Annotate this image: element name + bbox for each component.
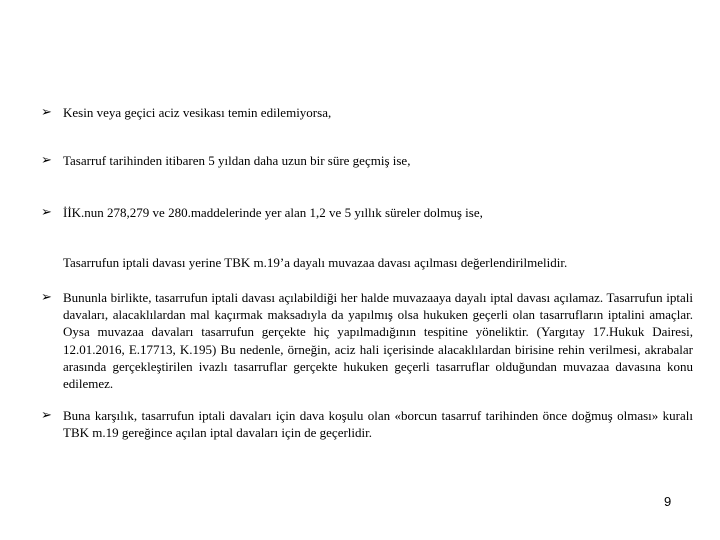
arrow-bullet-icon: ➢	[41, 205, 52, 220]
bullet-item	[41, 104, 693, 121]
paragraph-text: Buna karşılık, tasarrufun iptali davaları için dava koşulu olan «borcun tasarruf tarihinden önce doğmuş olması» kuralı TBK m.19 gereğince açılan iptal davaları için de geçerlidir.	[63, 408, 693, 441]
page-number: 9	[664, 494, 672, 509]
bullet-item	[41, 204, 693, 221]
bullet-text: Tasarruf tarihinden itibaren 5 yıldan daha uzun bir süre geçmiş ise,	[63, 153, 411, 168]
arrow-bullet-icon: ➢	[41, 105, 52, 120]
paragraph-text: Bununla birlikte, tasarrufun iptali davası açılabildiği her halde muvazaaya dayalı iptal davası açılamaz. Tasarrufun iptali davaları, alacaklılardan mal kaçırmak maksadıyla da yapılmış olsa hukuken geçerli olan tasarrufların iptalini amaçlar. Oysa muvazaa davaları tasarrufun gerçekte hiç yapılmadığının tespitine yöneliktir. (Yargıtay 17.Hukuk Dairesi, 12.01.2016, E.17713, K.195) Bu nedenle, örneğin, aciz hali içerisinde alacaklılardan birisine rehin verilmesi, akrabalar arasında gerçekleştirilen ivazlı tasarruflar gerçekte hukuken geçerli tasarruflar olduğundan muvazaa davasına konu edilemez.	[63, 290, 693, 392]
paragraph-item	[41, 289, 693, 392]
bullet-item	[41, 152, 693, 169]
bullet-text: Kesin veya geçici aciz vesikası temin edilemiyorsa,	[63, 105, 332, 120]
arrow-bullet-icon: ➢	[41, 408, 52, 423]
arrow-bullet-icon: ➢	[41, 153, 52, 168]
conclusion-text: Tasarrufun iptali davası yerine TBK m.19’a dayalı muvazaa davası açılması değerlendirilmelidir.	[63, 255, 568, 270]
paragraph-item	[41, 407, 693, 441]
bullet-text: İİK.nun 278,279 ve 280.maddelerinde yer alan 1,2 ve 5 yıllık süreler dolmuş ise,	[63, 205, 483, 220]
arrow-bullet-icon: ➢	[41, 290, 52, 305]
